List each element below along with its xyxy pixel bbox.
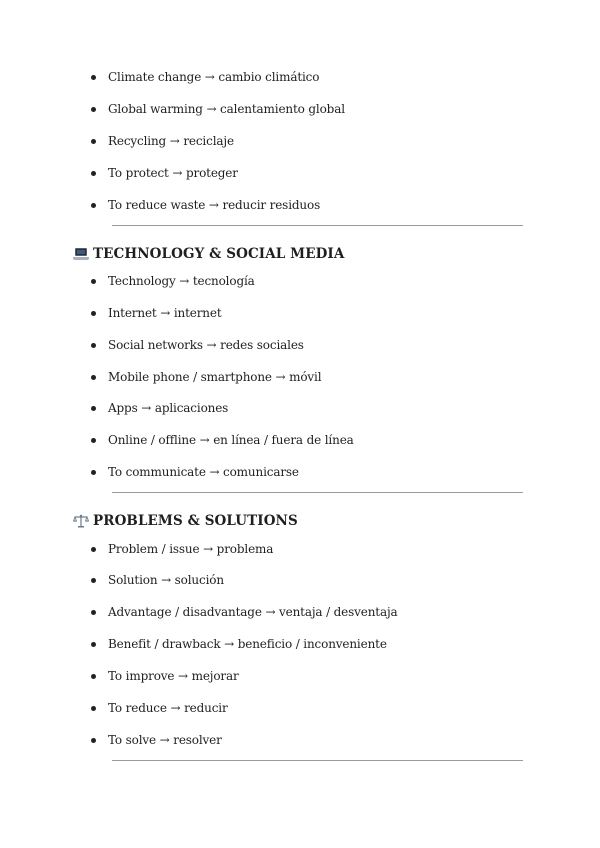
vocabulary-entry: To improve → mejorar [108, 669, 239, 683]
bullet-icon [91, 642, 96, 647]
list-item [0, 699, 560, 719]
bullet-icon [91, 279, 96, 284]
vocabulary-entry: Social networks → redes sociales [108, 338, 304, 352]
section-heading [73, 243, 344, 265]
list-item [0, 603, 560, 623]
bullet-icon [91, 578, 96, 583]
list-item [0, 272, 560, 292]
list-item [0, 571, 560, 591]
vocabulary-entry: Benefit / drawback → beneficio / inconveniente [108, 637, 387, 651]
list-item [0, 304, 560, 324]
vocabulary-entry: Recycling → reciclaje [108, 134, 234, 148]
bullet-icon [91, 470, 96, 475]
bullet-icon [91, 375, 96, 380]
list-item [0, 132, 560, 152]
bullet-icon [91, 610, 96, 615]
bullet-icon [91, 343, 96, 348]
vocabulary-entry: To protect → proteger [108, 166, 238, 180]
vocabulary-entry: Apps → aplicaciones [108, 401, 229, 415]
bullet-icon [91, 75, 96, 80]
bullet-icon [91, 311, 96, 316]
vocabulary-entry: Technology → tecnología [108, 274, 255, 288]
section-divider [112, 760, 523, 761]
list-item [0, 399, 560, 419]
vocabulary-entry: Advantage / disadvantage → ventaja / desventaja [108, 605, 398, 619]
bullet-icon [91, 406, 96, 411]
list-item [0, 463, 560, 483]
list-item [0, 635, 560, 655]
vocabulary-entry: Solution → solución [108, 573, 224, 587]
bullet-icon [91, 203, 96, 208]
list-item [0, 164, 560, 184]
vocabulary-entry: Online / offline → en línea / fuera de línea [108, 433, 354, 447]
list-item [0, 100, 560, 120]
section-title: PROBLEMS & SOLUTIONS [93, 513, 298, 529]
balance-scale-icon [73, 514, 89, 528]
bullet-icon [91, 107, 96, 112]
list-item [0, 667, 560, 687]
list-item [0, 540, 560, 560]
bullet-icon [91, 139, 96, 144]
section-title: TECHNOLOGY & SOCIAL MEDIA [93, 246, 345, 262]
vocabulary-entry: Global warming → calentamiento global [108, 102, 345, 116]
list-item [0, 68, 560, 88]
bullet-icon [91, 171, 96, 176]
section-heading [73, 510, 298, 532]
section-divider [112, 225, 523, 226]
vocabulary-entry: To reduce waste → reducir residuos [108, 198, 321, 212]
bullet-icon [91, 738, 96, 743]
vocabulary-entry: To solve → resolver [108, 733, 222, 747]
bullet-icon [91, 674, 96, 679]
bullet-icon [91, 438, 96, 443]
list-item [0, 731, 560, 751]
list-item [0, 196, 560, 216]
bullet-icon [91, 706, 96, 711]
section-divider [112, 492, 523, 493]
vocabulary-entry: Mobile phone / smartphone → móvil [108, 370, 322, 384]
vocabulary-entry: To communicate → comunicarse [108, 465, 299, 479]
vocabulary-entry: Climate change → cambio climático [108, 70, 320, 84]
vocabulary-entry: Internet → internet [108, 306, 222, 320]
list-item [0, 368, 560, 388]
list-item [0, 336, 560, 356]
laptop-icon [73, 248, 89, 260]
vocabulary-entry: To reduce → reducir [108, 701, 228, 715]
vocabulary-entry: Problem / issue → problema [108, 542, 274, 556]
list-item [0, 431, 560, 451]
bullet-icon [91, 547, 96, 552]
